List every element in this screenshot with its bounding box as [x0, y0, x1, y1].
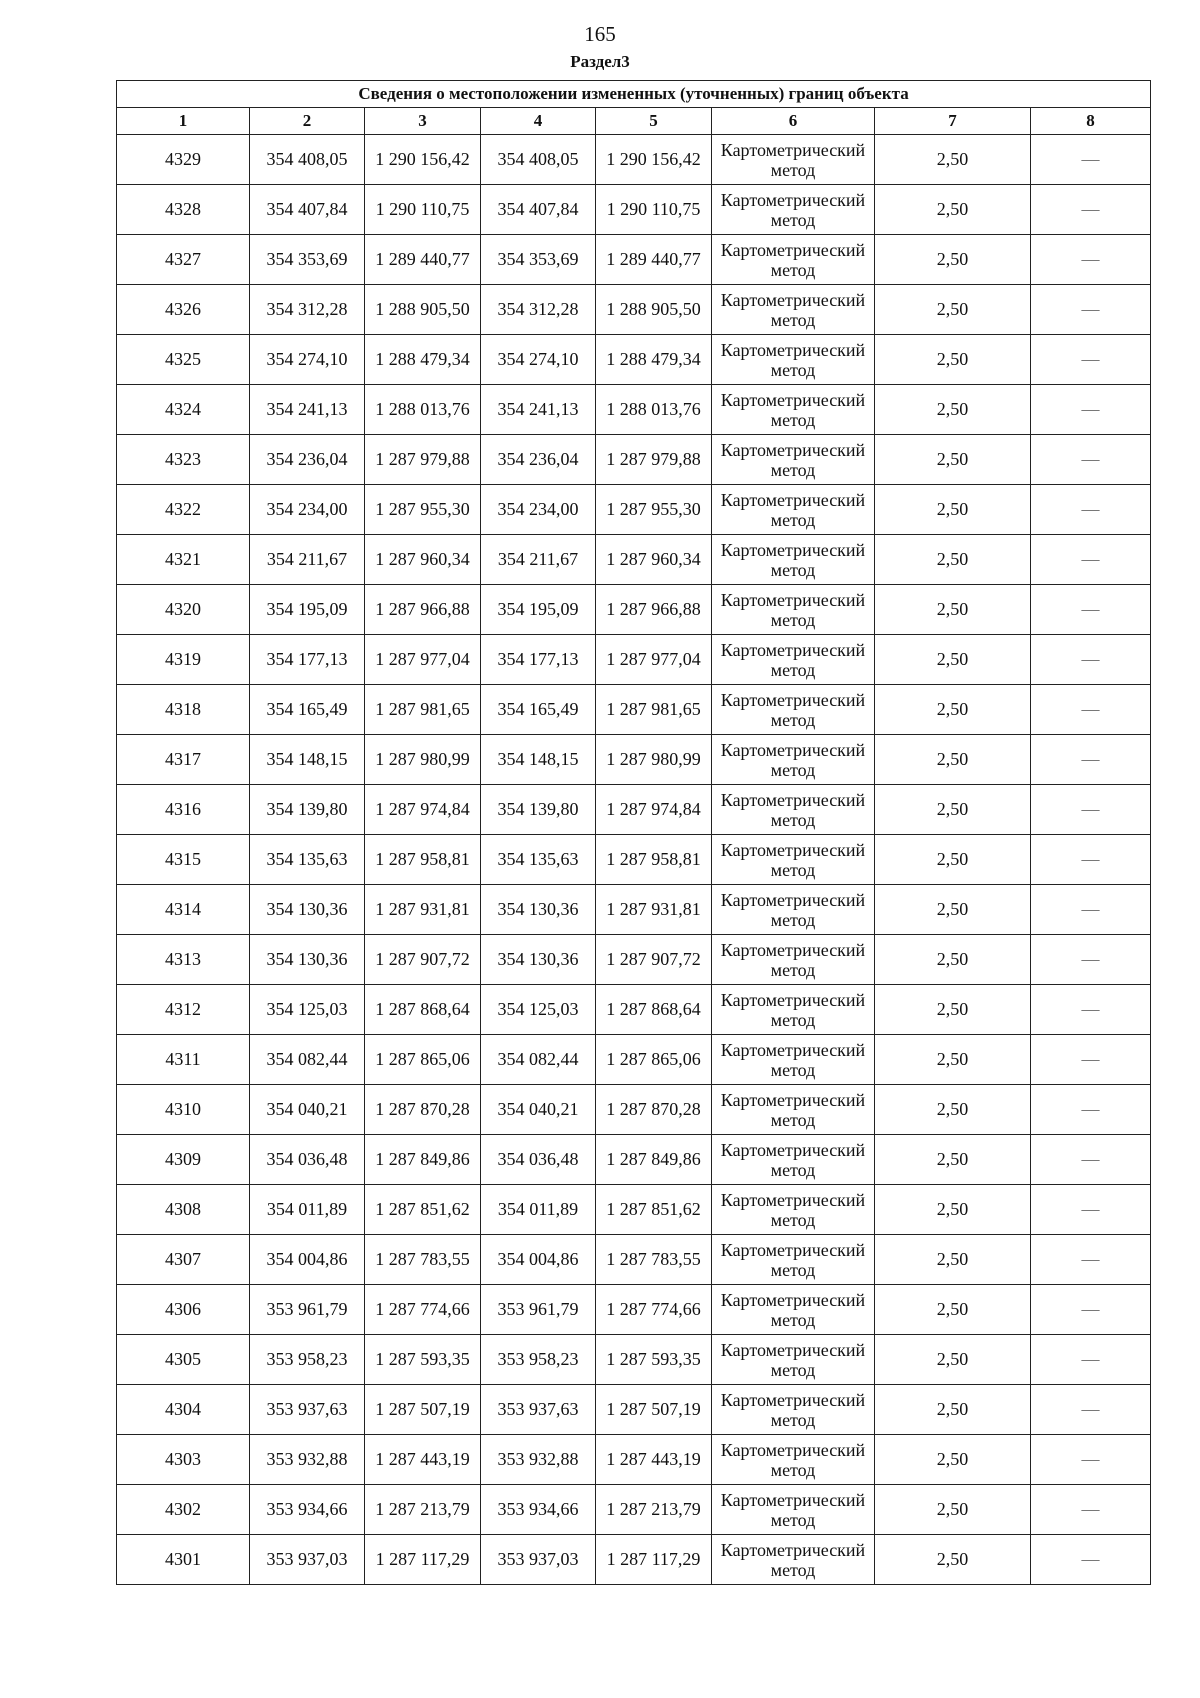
table-row: [117, 885, 1151, 935]
method-cell: Картометрический метод: [712, 285, 875, 335]
y-new-cell: 1 287 783,55: [596, 1235, 712, 1285]
description-cell: —: [1031, 535, 1151, 585]
description-cell: —: [1031, 385, 1151, 435]
table-row: [117, 535, 1151, 585]
accuracy-cell: 2,50: [875, 785, 1031, 835]
accuracy-cell: 2,50: [875, 1035, 1031, 1085]
table-row: [117, 1535, 1151, 1585]
y-old-cell: 1 287 980,99: [365, 735, 481, 785]
x-new-cell: 354 177,13: [481, 635, 596, 685]
table-row: [117, 1385, 1151, 1435]
table-row: [117, 585, 1151, 635]
y-new-cell: 1 287 960,34: [596, 535, 712, 585]
accuracy-cell: 2,50: [875, 1135, 1031, 1185]
table-row: [117, 1335, 1151, 1385]
description-cell: —: [1031, 585, 1151, 635]
y-old-cell: 1 287 958,81: [365, 835, 481, 885]
method-cell: Картометрический метод: [712, 335, 875, 385]
description-cell: —: [1031, 735, 1151, 785]
accuracy-cell: 2,50: [875, 185, 1031, 235]
column-header-2: 2: [250, 108, 365, 135]
method-cell: Картометрический метод: [712, 1285, 875, 1335]
method-cell: Картометрический метод: [712, 1335, 875, 1385]
y-new-cell: 1 287 117,29: [596, 1535, 712, 1585]
x-old-cell: 354 130,36: [250, 935, 365, 985]
method-cell: Картометрический метод: [712, 135, 875, 185]
table-row: [117, 235, 1151, 285]
description-cell: —: [1031, 1135, 1151, 1185]
point-number-cell: 4311: [117, 1035, 250, 1085]
y-old-cell: 1 290 110,75: [365, 185, 481, 235]
x-old-cell: 353 961,79: [250, 1285, 365, 1335]
method-cell: Картометрический метод: [712, 885, 875, 935]
method-cell: Картометрический метод: [712, 1185, 875, 1235]
description-cell: —: [1031, 185, 1151, 235]
table-row: [117, 1085, 1151, 1135]
x-old-cell: 354 177,13: [250, 635, 365, 685]
description-cell: —: [1031, 935, 1151, 985]
y-new-cell: 1 287 974,84: [596, 785, 712, 835]
point-number-cell: 4322: [117, 485, 250, 535]
x-old-cell: 354 241,13: [250, 385, 365, 435]
y-old-cell: 1 287 117,29: [365, 1535, 481, 1585]
point-number-cell: 4323: [117, 435, 250, 485]
table-body: [117, 135, 1151, 1585]
y-old-cell: 1 287 868,64: [365, 985, 481, 1035]
y-new-cell: 1 288 479,34: [596, 335, 712, 385]
point-number-cell: 4315: [117, 835, 250, 885]
x-new-cell: 354 125,03: [481, 985, 596, 1035]
x-old-cell: 354 036,48: [250, 1135, 365, 1185]
table-row: [117, 685, 1151, 735]
coordinates-table: [116, 80, 1151, 1585]
x-new-cell: 354 165,49: [481, 685, 596, 735]
x-new-cell: 354 407,84: [481, 185, 596, 235]
point-number-cell: 4321: [117, 535, 250, 585]
y-old-cell: 1 287 960,34: [365, 535, 481, 585]
point-number-cell: 4302: [117, 1485, 250, 1535]
accuracy-cell: 2,50: [875, 1485, 1031, 1535]
method-cell: Картометрический метод: [712, 535, 875, 585]
table-row: [117, 735, 1151, 785]
method-cell: Картометрический метод: [712, 1435, 875, 1485]
x-new-cell: 353 961,79: [481, 1285, 596, 1335]
x-old-cell: 354 135,63: [250, 835, 365, 885]
y-old-cell: 1 287 593,35: [365, 1335, 481, 1385]
column-header-8: 8: [1031, 108, 1151, 135]
y-new-cell: 1 287 955,30: [596, 485, 712, 535]
point-number-cell: 4318: [117, 685, 250, 735]
y-new-cell: 1 287 849,86: [596, 1135, 712, 1185]
x-new-cell: 354 139,80: [481, 785, 596, 835]
y-new-cell: 1 287 213,79: [596, 1485, 712, 1535]
accuracy-cell: 2,50: [875, 235, 1031, 285]
y-old-cell: 1 287 851,62: [365, 1185, 481, 1235]
accuracy-cell: 2,50: [875, 285, 1031, 335]
point-number-cell: 4309: [117, 1135, 250, 1185]
x-new-cell: 354 082,44: [481, 1035, 596, 1085]
table-row: [117, 335, 1151, 385]
point-number-cell: 4317: [117, 735, 250, 785]
accuracy-cell: 2,50: [875, 835, 1031, 885]
point-number-cell: 4310: [117, 1085, 250, 1135]
y-old-cell: 1 287 974,84: [365, 785, 481, 835]
x-old-cell: 354 040,21: [250, 1085, 365, 1135]
accuracy-cell: 2,50: [875, 1085, 1031, 1135]
y-new-cell: 1 288 905,50: [596, 285, 712, 335]
y-old-cell: 1 287 443,19: [365, 1435, 481, 1485]
description-cell: —: [1031, 285, 1151, 335]
y-new-cell: 1 289 440,77: [596, 235, 712, 285]
accuracy-cell: 2,50: [875, 1285, 1031, 1335]
y-old-cell: 1 289 440,77: [365, 235, 481, 285]
table-row: [117, 1035, 1151, 1085]
accuracy-cell: 2,50: [875, 1335, 1031, 1385]
accuracy-cell: 2,50: [875, 1385, 1031, 1435]
y-old-cell: 1 290 156,42: [365, 135, 481, 185]
table-caption: Сведения о местоположении измененных (уточненных) границ объекта: [117, 81, 1151, 108]
point-number-cell: 4304: [117, 1385, 250, 1435]
method-cell: Картометрический метод: [712, 935, 875, 985]
x-new-cell: 354 353,69: [481, 235, 596, 285]
table-row: [117, 985, 1151, 1035]
y-new-cell: 1 287 980,99: [596, 735, 712, 785]
x-old-cell: 353 937,63: [250, 1385, 365, 1435]
description-cell: —: [1031, 785, 1151, 835]
y-new-cell: 1 287 931,81: [596, 885, 712, 935]
y-old-cell: 1 287 870,28: [365, 1085, 481, 1135]
description-cell: —: [1031, 1185, 1151, 1235]
accuracy-cell: 2,50: [875, 435, 1031, 485]
accuracy-cell: 2,50: [875, 685, 1031, 735]
x-old-cell: 354 274,10: [250, 335, 365, 385]
method-cell: Картометрический метод: [712, 385, 875, 435]
accuracy-cell: 2,50: [875, 635, 1031, 685]
point-number-cell: 4314: [117, 885, 250, 935]
point-number-cell: 4327: [117, 235, 250, 285]
description-cell: —: [1031, 1235, 1151, 1285]
x-old-cell: 354 165,49: [250, 685, 365, 735]
y-old-cell: 1 288 905,50: [365, 285, 481, 335]
method-cell: Картометрический метод: [712, 985, 875, 1035]
y-new-cell: 1 287 507,19: [596, 1385, 712, 1435]
y-new-cell: 1 287 443,19: [596, 1435, 712, 1485]
accuracy-cell: 2,50: [875, 485, 1031, 535]
x-new-cell: 354 004,86: [481, 1235, 596, 1285]
description-cell: —: [1031, 1435, 1151, 1485]
description-cell: —: [1031, 835, 1151, 885]
method-cell: Картометрический метод: [712, 735, 875, 785]
method-cell: Картометрический метод: [712, 635, 875, 685]
table-row: [117, 185, 1151, 235]
column-header-1: 1: [117, 108, 250, 135]
x-new-cell: 354 040,21: [481, 1085, 596, 1135]
table-row: [117, 1185, 1151, 1235]
y-old-cell: 1 287 865,06: [365, 1035, 481, 1085]
y-new-cell: 1 287 774,66: [596, 1285, 712, 1335]
y-new-cell: 1 287 593,35: [596, 1335, 712, 1385]
column-header-4: 4: [481, 108, 596, 135]
x-new-cell: 354 241,13: [481, 385, 596, 435]
x-old-cell: 353 958,23: [250, 1335, 365, 1385]
description-cell: —: [1031, 685, 1151, 735]
x-new-cell: 354 274,10: [481, 335, 596, 385]
method-cell: Картометрический метод: [712, 1385, 875, 1435]
point-number-cell: 4306: [117, 1285, 250, 1335]
y-old-cell: 1 287 849,86: [365, 1135, 481, 1185]
table-row: [117, 635, 1151, 685]
table-row: [117, 1435, 1151, 1485]
table-row: [117, 435, 1151, 485]
column-header-3: 3: [365, 108, 481, 135]
x-old-cell: 353 934,66: [250, 1485, 365, 1535]
x-old-cell: 354 353,69: [250, 235, 365, 285]
y-new-cell: 1 287 907,72: [596, 935, 712, 985]
method-cell: Картометрический метод: [712, 235, 875, 285]
point-number-cell: 4316: [117, 785, 250, 835]
method-cell: Картометрический метод: [712, 1235, 875, 1285]
accuracy-cell: 2,50: [875, 885, 1031, 935]
y-old-cell: 1 287 955,30: [365, 485, 481, 535]
description-cell: —: [1031, 635, 1151, 685]
point-number-cell: 4319: [117, 635, 250, 685]
accuracy-cell: 2,50: [875, 585, 1031, 635]
table-row: [117, 935, 1151, 985]
point-number-cell: 4305: [117, 1335, 250, 1385]
table-row: [117, 135, 1151, 185]
method-cell: Картометрический метод: [712, 585, 875, 635]
method-cell: Картометрический метод: [712, 1135, 875, 1185]
method-cell: Картометрический метод: [712, 435, 875, 485]
x-old-cell: 354 082,44: [250, 1035, 365, 1085]
y-old-cell: 1 287 774,66: [365, 1285, 481, 1335]
description-cell: —: [1031, 1485, 1151, 1535]
x-old-cell: 354 195,09: [250, 585, 365, 635]
x-old-cell: 354 004,86: [250, 1235, 365, 1285]
method-cell: Картометрический метод: [712, 185, 875, 235]
page-number: 165: [584, 22, 616, 46]
point-number-cell: 4303: [117, 1435, 250, 1485]
table-row: [117, 1285, 1151, 1335]
x-new-cell: 354 211,67: [481, 535, 596, 585]
description-cell: —: [1031, 1385, 1151, 1435]
x-old-cell: 354 236,04: [250, 435, 365, 485]
x-new-cell: 354 148,15: [481, 735, 596, 785]
x-new-cell: 354 195,09: [481, 585, 596, 635]
x-new-cell: 354 135,63: [481, 835, 596, 885]
x-new-cell: 353 934,66: [481, 1485, 596, 1535]
point-number-cell: 4320: [117, 585, 250, 635]
description-cell: —: [1031, 1285, 1151, 1335]
point-number-cell: 4325: [117, 335, 250, 385]
description-cell: —: [1031, 985, 1151, 1035]
y-new-cell: 1 290 110,75: [596, 185, 712, 235]
description-cell: —: [1031, 485, 1151, 535]
accuracy-cell: 2,50: [875, 935, 1031, 985]
description-cell: —: [1031, 435, 1151, 485]
y-old-cell: 1 287 507,19: [365, 1385, 481, 1435]
x-old-cell: 354 408,05: [250, 135, 365, 185]
accuracy-cell: 2,50: [875, 385, 1031, 435]
y-old-cell: 1 287 783,55: [365, 1235, 481, 1285]
description-cell: —: [1031, 1085, 1151, 1135]
x-old-cell: 354 312,28: [250, 285, 365, 335]
method-cell: Картометрический метод: [712, 1035, 875, 1085]
y-new-cell: 1 287 865,06: [596, 1035, 712, 1085]
y-new-cell: 1 287 981,65: [596, 685, 712, 735]
y-new-cell: 1 287 870,28: [596, 1085, 712, 1135]
x-new-cell: 354 234,00: [481, 485, 596, 535]
description-cell: —: [1031, 135, 1151, 185]
table-row: [117, 485, 1151, 535]
method-cell: Картометрический метод: [712, 835, 875, 885]
x-old-cell: 354 139,80: [250, 785, 365, 835]
x-old-cell: 353 932,88: [250, 1435, 365, 1485]
x-old-cell: 354 125,03: [250, 985, 365, 1035]
table-row: [117, 1485, 1151, 1535]
description-cell: —: [1031, 335, 1151, 385]
point-number-cell: 4326: [117, 285, 250, 335]
y-old-cell: 1 287 977,04: [365, 635, 481, 685]
description-cell: —: [1031, 1035, 1151, 1085]
accuracy-cell: 2,50: [875, 135, 1031, 185]
x-new-cell: 354 036,48: [481, 1135, 596, 1185]
accuracy-cell: 2,50: [875, 1185, 1031, 1235]
table-row: [117, 385, 1151, 435]
description-cell: —: [1031, 1335, 1151, 1385]
point-number-cell: 4313: [117, 935, 250, 985]
column-header-6: 6: [712, 108, 875, 135]
y-new-cell: 1 287 979,88: [596, 435, 712, 485]
y-old-cell: 1 287 931,81: [365, 885, 481, 935]
accuracy-cell: 2,50: [875, 1535, 1031, 1585]
method-cell: Картометрический метод: [712, 485, 875, 535]
description-cell: —: [1031, 885, 1151, 935]
y-new-cell: 1 287 851,62: [596, 1185, 712, 1235]
y-old-cell: 1 288 013,76: [365, 385, 481, 435]
point-number-cell: 4312: [117, 985, 250, 1035]
y-old-cell: 1 287 213,79: [365, 1485, 481, 1535]
x-old-cell: 354 011,89: [250, 1185, 365, 1235]
method-cell: Картометрический метод: [712, 1485, 875, 1535]
x-new-cell: 353 932,88: [481, 1435, 596, 1485]
method-cell: Картометрический метод: [712, 1535, 875, 1585]
table-row: [117, 785, 1151, 835]
point-number-cell: 4307: [117, 1235, 250, 1285]
y-old-cell: 1 287 979,88: [365, 435, 481, 485]
x-new-cell: 354 312,28: [481, 285, 596, 335]
x-old-cell: 354 234,00: [250, 485, 365, 535]
y-new-cell: 1 287 868,64: [596, 985, 712, 1035]
point-number-cell: 4301: [117, 1535, 250, 1585]
accuracy-cell: 2,50: [875, 735, 1031, 785]
x-new-cell: 354 011,89: [481, 1185, 596, 1235]
x-new-cell: 353 937,63: [481, 1385, 596, 1435]
y-new-cell: 1 287 958,81: [596, 835, 712, 885]
y-old-cell: 1 287 981,65: [365, 685, 481, 735]
column-header-5: 5: [596, 108, 712, 135]
y-new-cell: 1 287 977,04: [596, 635, 712, 685]
accuracy-cell: 2,50: [875, 1435, 1031, 1485]
x-old-cell: 354 211,67: [250, 535, 365, 585]
method-cell: Картометрический метод: [712, 1085, 875, 1135]
y-old-cell: 1 287 966,88: [365, 585, 481, 635]
x-new-cell: 354 236,04: [481, 435, 596, 485]
section-title: Раздел3: [570, 52, 630, 71]
accuracy-cell: 2,50: [875, 535, 1031, 585]
x-old-cell: 354 407,84: [250, 185, 365, 235]
accuracy-cell: 2,50: [875, 985, 1031, 1035]
table-header-row: [117, 108, 1151, 135]
method-cell: Картометрический метод: [712, 685, 875, 735]
point-number-cell: 4328: [117, 185, 250, 235]
x-old-cell: 353 937,03: [250, 1535, 365, 1585]
point-number-cell: 4308: [117, 1185, 250, 1235]
y-new-cell: 1 287 966,88: [596, 585, 712, 635]
x-new-cell: 353 937,03: [481, 1535, 596, 1585]
accuracy-cell: 2,50: [875, 1235, 1031, 1285]
point-number-cell: 4329: [117, 135, 250, 185]
x-new-cell: 353 958,23: [481, 1335, 596, 1385]
x-old-cell: 354 130,36: [250, 885, 365, 935]
y-old-cell: 1 288 479,34: [365, 335, 481, 385]
table-row: [117, 1235, 1151, 1285]
y-new-cell: 1 290 156,42: [596, 135, 712, 185]
y-new-cell: 1 288 013,76: [596, 385, 712, 435]
x-old-cell: 354 148,15: [250, 735, 365, 785]
table-row: [117, 285, 1151, 335]
x-new-cell: 354 130,36: [481, 885, 596, 935]
method-cell: Картометрический метод: [712, 785, 875, 835]
accuracy-cell: 2,50: [875, 335, 1031, 385]
point-number-cell: 4324: [117, 385, 250, 435]
description-cell: —: [1031, 1535, 1151, 1585]
y-old-cell: 1 287 907,72: [365, 935, 481, 985]
table-row: [117, 1135, 1151, 1185]
table-row: [117, 835, 1151, 885]
description-cell: —: [1031, 235, 1151, 285]
column-header-7: 7: [875, 108, 1031, 135]
x-new-cell: 354 130,36: [481, 935, 596, 985]
x-new-cell: 354 408,05: [481, 135, 596, 185]
